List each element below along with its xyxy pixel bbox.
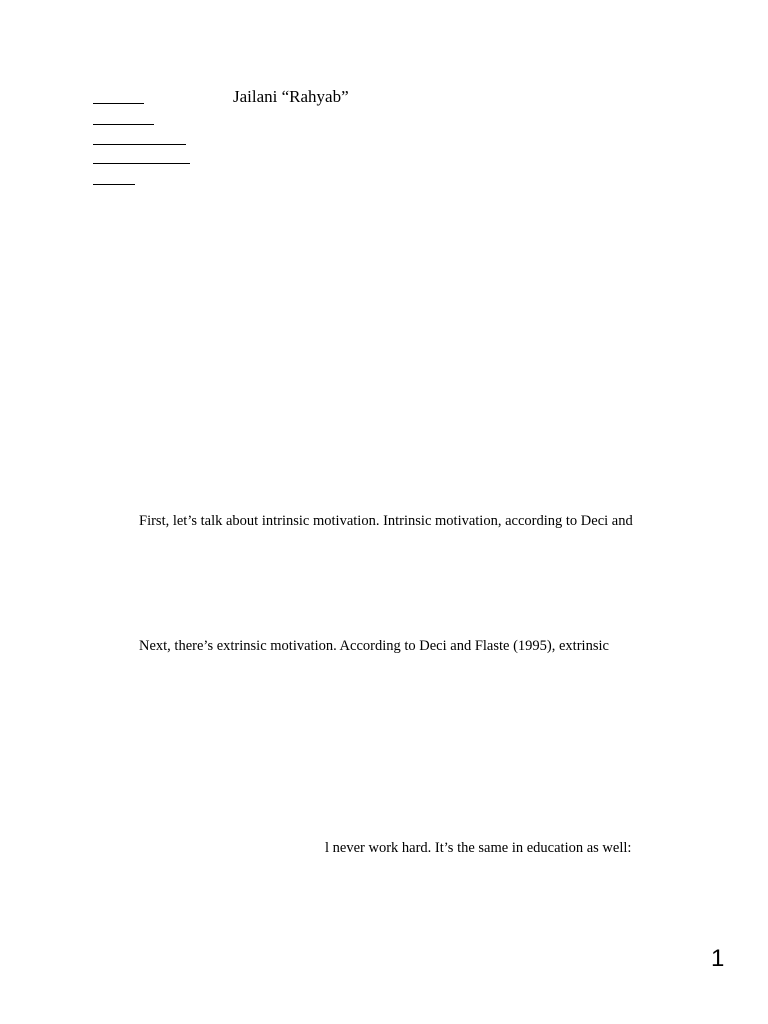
page-number: 1 bbox=[711, 945, 725, 972]
paragraph-intrinsic-motivation: First, let’s talk about intrinsic motivation. Intrinsic motivation, according to Deci and bbox=[139, 513, 633, 529]
header-blank-line-2 bbox=[93, 124, 154, 125]
header-blank-line-1 bbox=[93, 103, 144, 104]
paragraph-extrinsic-motivation: Next, there’s extrinsic motivation. According to Deci and Flaste (1995), extrinsic bbox=[139, 638, 609, 654]
header-blank-line-3 bbox=[93, 144, 186, 145]
author-line: Jailani “Rahyab” bbox=[233, 87, 349, 106]
header-blank-line-4 bbox=[93, 163, 190, 164]
paragraph-education-fragment: l never work hard. It’s the same in education as well: bbox=[325, 840, 632, 856]
header-blank-line-5 bbox=[93, 184, 135, 185]
